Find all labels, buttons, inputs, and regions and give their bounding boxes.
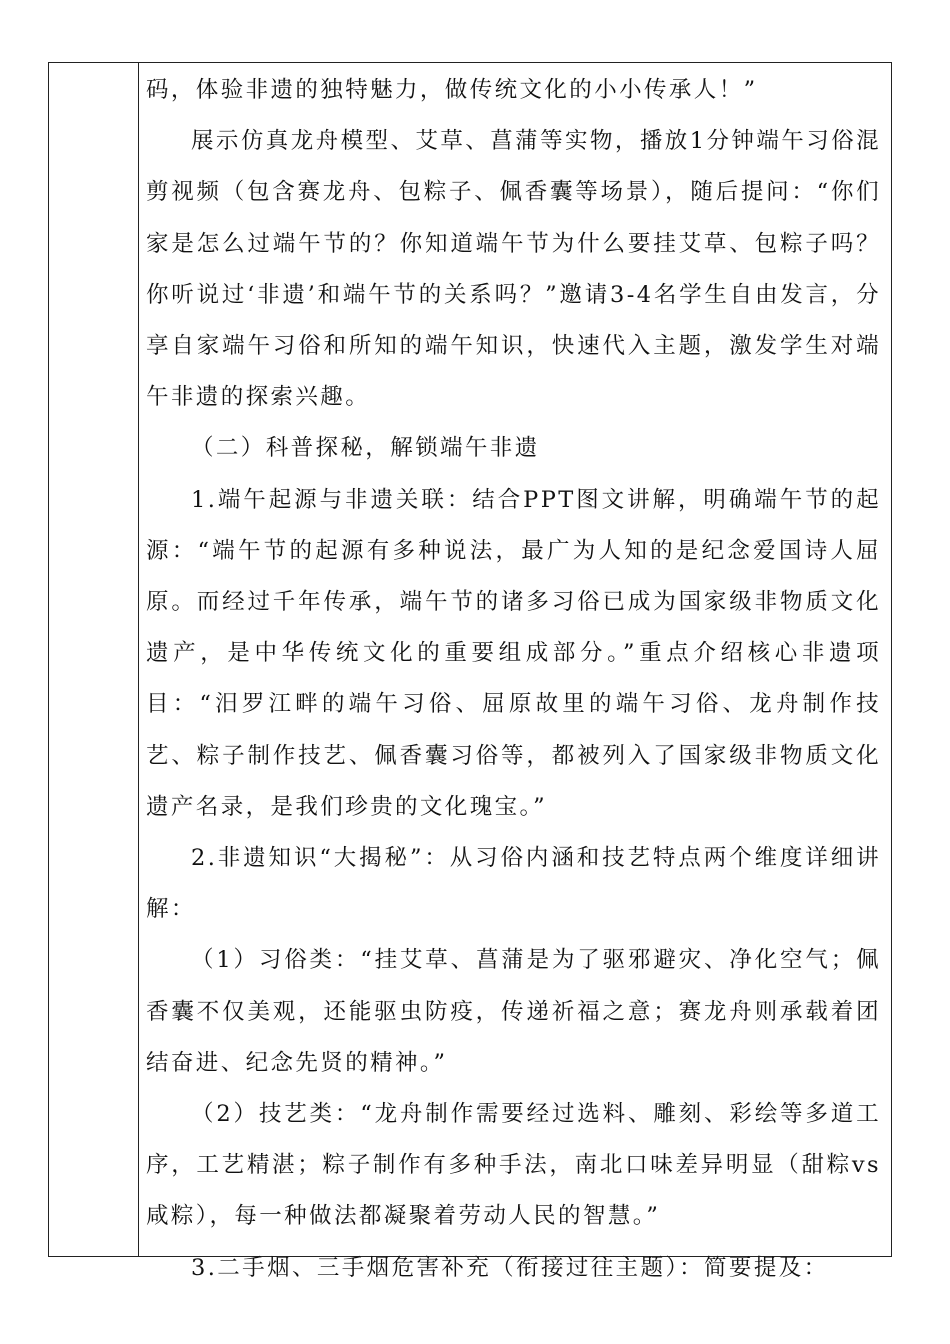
paragraph-knowledge: 2.非遗知识“大揭秘”：从习俗内涵和技艺特点两个维度详细讲解： — [146, 845, 881, 923]
paragraph-smoke: 3.二手烟、三手烟危害补充（衔接过往主题）：简要提及： — [191, 1254, 829, 1281]
paragraph-customs: （1）习俗类：“挂艾草、菖蒲是为了驱邪避灾、净化空气；佩香囊不仅美观，还能驱虫防疫，传递祈福之意；赛龙舟则承载着团结奋进、纪念先贤的精神。” — [146, 947, 881, 1076]
paragraph-intro-activity: 展示仿真龙舟模型、艾草、菖蒲等实物，播放1分钟端午习俗混剪视频（包含赛龙舟、包粽子、佩香囊等场景），随后提问：“你们家是怎么过端午节的？你知道端午节为什么要挂艾草、包粽子吗？你听说过‘非遗’和端午节的关系吗？”邀请3-4名学生自由发言，分享自家端午习俗和所知的端午知识，快速代入主题，激发学生对端午非遗的探索兴趣。 — [146, 128, 881, 411]
section-heading-2: （二）科普探秘，解锁端午非遗 — [191, 435, 540, 462]
paragraph-continuation: 码，体验非遗的独特魅力，做传统文化的小小传承人！” — [146, 77, 758, 103]
paragraph-origin: 1.端午起源与非遗关联：结合PPT图文讲解，明确端午节的起源：“端午节的起源有多种说法，最广为人知的是纪念爱国诗人屈原。而经过千年传承，端午节的诸多习俗已成为国家级非物质文化遗产，是中华传统文化的重要组成部分。”重点介绍核心非遗项目：“汨罗江畔的端午习俗、屈原故里的端午习俗、龙舟制作技艺、粽子制作技艺、佩香囊习俗等，都被列入了国家级非物质文化遗产名录，是我们珍贵的文化瑰宝。” — [146, 486, 881, 820]
table-left-column — [49, 63, 139, 1256]
paragraph-crafts: （2）技艺类：“龙舟制作需要经过选料、雕刻、彩绘等多道工序，工艺精湛；粽子制作有多种手法，南北口味差异明显（甜粽vs咸粽），每一种做法都凝聚着劳动人民的智慧。” — [146, 1101, 881, 1230]
table-content-cell — [139, 63, 891, 1281]
lesson-plan-table — [48, 62, 892, 1281]
